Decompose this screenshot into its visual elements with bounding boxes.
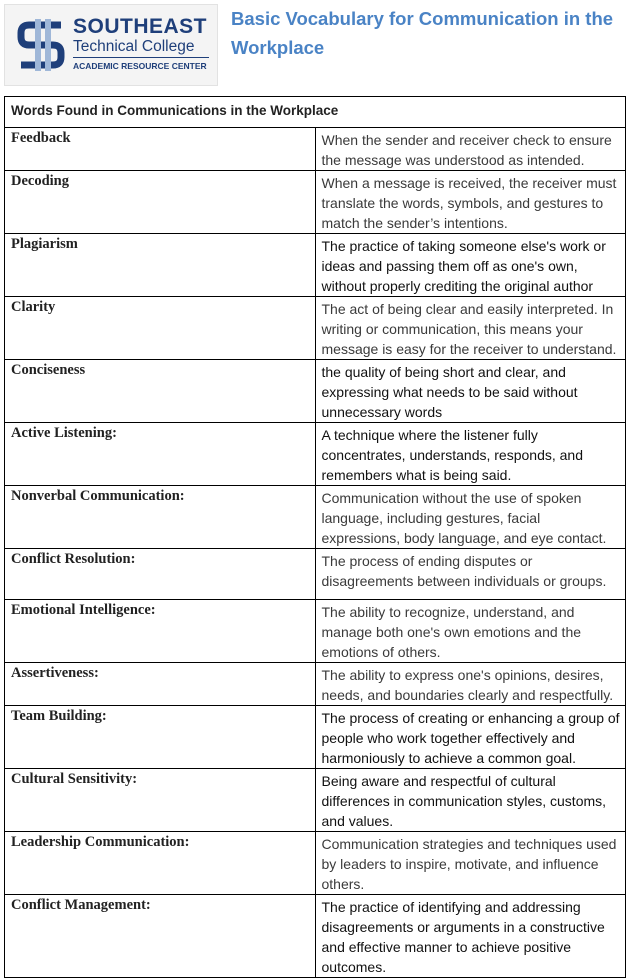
table-row bbox=[5, 549, 626, 600]
definition-cell: The ability to recognize, understand, and manage both one's own emotions and the emotions of others. bbox=[315, 600, 626, 663]
term-cell: Conflict Resolution: bbox=[5, 549, 316, 600]
table-row bbox=[5, 769, 626, 832]
table-row bbox=[5, 128, 626, 171]
table-row bbox=[5, 706, 626, 769]
term-cell: Cultural Sensitivity: bbox=[5, 769, 316, 832]
term-cell: Leadership Communication: bbox=[5, 832, 316, 895]
table-row bbox=[5, 895, 626, 978]
term-cell: Plagiarism bbox=[5, 234, 316, 297]
table-heading: Words Found in Communications in the Workplace bbox=[5, 97, 626, 128]
table-row bbox=[5, 234, 626, 297]
table-row bbox=[5, 360, 626, 423]
definition-cell: When the sender and receiver check to ensure the message was understood as intended. bbox=[315, 128, 626, 171]
logo-divider bbox=[73, 57, 209, 58]
term-cell: Decoding bbox=[5, 171, 316, 234]
term-cell: Active Listening: bbox=[5, 423, 316, 486]
term-cell: Assertiveness: bbox=[5, 663, 316, 706]
logo-center-name: ACADEMIC RESOURCE CENTER bbox=[73, 61, 207, 71]
logo-name: SOUTHEAST bbox=[73, 15, 208, 38]
definition-cell: The ability to express one's opinions, desires, needs, and boundaries clearly and respectfully. bbox=[315, 663, 626, 706]
page-title: Basic Vocabulary for Communication in the Workplace bbox=[231, 8, 614, 58]
table-heading-row bbox=[5, 97, 626, 128]
term-cell: Team Building: bbox=[5, 706, 316, 769]
table-row bbox=[5, 297, 626, 360]
definition-cell: The process of creating or enhancing a group of people who work together effectively and harmoniously to achieve a common goal. bbox=[315, 706, 626, 769]
definition-cell: The practice of taking someone else's work or ideas and passing them off as one's own, without properly crediting the original author bbox=[315, 234, 626, 297]
table-row bbox=[5, 600, 626, 663]
term-cell: Nonverbal Communication: bbox=[5, 486, 316, 549]
table-row bbox=[5, 423, 626, 486]
definition-cell: Being aware and respectful of cultural differences in communication styles, customs, and values. bbox=[315, 769, 626, 832]
logo-subtitle: Technical College bbox=[73, 38, 195, 55]
term-cell: Emotional Intelligence: bbox=[5, 600, 316, 663]
definition-cell: The practice of identifying and addressing disagreements or arguments in a constructive and effective manner to achieve positive outcomes. bbox=[315, 895, 626, 978]
table-row bbox=[5, 832, 626, 895]
definition-cell: When a message is received, the receiver must translate the words, symbols, and gestures to match the sender’s intentions. bbox=[315, 171, 626, 234]
definition-cell: the quality of being short and clear, and expressing what needs to be said without unnecessary words bbox=[315, 360, 626, 423]
table-row bbox=[5, 171, 626, 234]
table-row bbox=[5, 486, 626, 549]
table-row bbox=[5, 663, 626, 706]
definition-cell: The process of ending disputes or disagreements between individuals or groups. bbox=[315, 549, 626, 600]
college-logo-mark bbox=[15, 15, 67, 75]
term-cell: Conflict Management: bbox=[5, 895, 316, 978]
term-cell: Feedback bbox=[5, 128, 316, 171]
definition-cell: Communication without the use of spoken language, including gestures, facial expressions, body language, and eye contact. bbox=[315, 486, 626, 549]
definition-cell: The act of being clear and easily interpreted. In writing or communication, this means your message is easy for the receiver to understand. bbox=[315, 297, 626, 360]
term-cell: Clarity bbox=[5, 297, 316, 360]
vocabulary-table bbox=[4, 96, 626, 978]
term-cell: Conciseness bbox=[5, 360, 316, 423]
definition-cell: A technique where the listener fully concentrates, understands, responds, and remembers what is being said. bbox=[315, 423, 626, 486]
college-logo bbox=[4, 4, 218, 86]
definition-cell: Communication strategies and techniques used by leaders to inspire, motivate, and influence others. bbox=[315, 832, 626, 895]
